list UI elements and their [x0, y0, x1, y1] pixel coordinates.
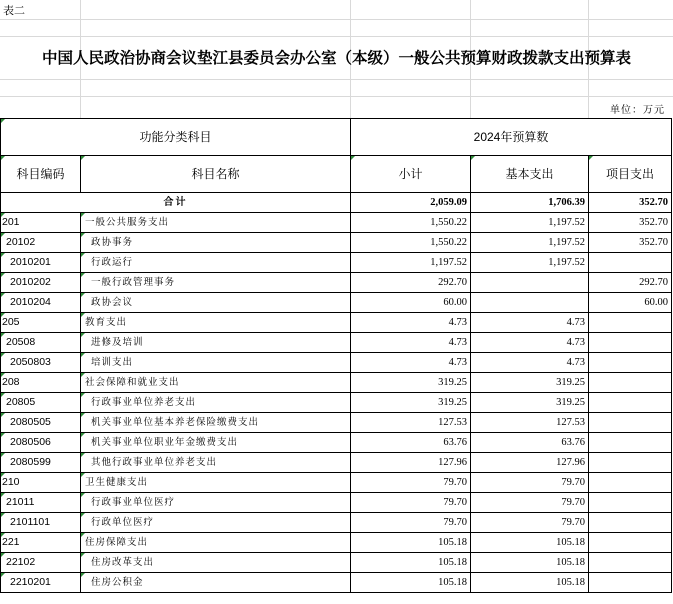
- total-row: [1, 193, 672, 213]
- name-cell[interactable]: 其他行政事业单位养老支出: [81, 453, 351, 473]
- project-cell[interactable]: 352.70: [589, 233, 672, 253]
- basic-cell[interactable]: 63.76: [471, 433, 589, 453]
- project-cell[interactable]: [589, 253, 672, 273]
- code-cell[interactable]: 2010204: [1, 293, 81, 313]
- name-cell[interactable]: 政协事务: [81, 233, 351, 253]
- basic-cell[interactable]: [471, 293, 589, 313]
- code-cell[interactable]: 2010202: [1, 273, 81, 293]
- basic-cell[interactable]: 105.18: [471, 533, 589, 553]
- basic-cell[interactable]: 4.73: [471, 353, 589, 373]
- project-cell[interactable]: [589, 473, 672, 493]
- subtotal-cell[interactable]: 79.70: [351, 513, 471, 533]
- name-cell[interactable]: 住房公积金: [81, 573, 351, 593]
- document-title: 中国人民政治协商会议垫江县委员会办公室（本级）一般公共预算财政拨款支出预算表: [41, 49, 631, 67]
- header-code[interactable]: 科目编码: [1, 156, 81, 193]
- header-functional-classification[interactable]: 功能分类科目: [1, 119, 351, 156]
- header-name[interactable]: 科目名称: [81, 156, 351, 193]
- subtotal-cell[interactable]: 1,550.22: [351, 233, 471, 253]
- name-cell[interactable]: 机关事业单位职业年金缴费支出: [81, 433, 351, 453]
- name-cell[interactable]: 社会保障和就业支出: [81, 373, 351, 393]
- name-cell[interactable]: 机关事业单位基本养老保险缴费支出: [81, 413, 351, 433]
- basic-cell[interactable]: 79.70: [471, 473, 589, 493]
- subtotal-cell[interactable]: 105.18: [351, 533, 471, 553]
- project-cell[interactable]: [589, 393, 672, 413]
- name-cell[interactable]: 住房改革支出: [81, 553, 351, 573]
- basic-cell[interactable]: 79.70: [471, 513, 589, 533]
- project-cell[interactable]: [589, 433, 672, 453]
- subtotal-cell[interactable]: 319.25: [351, 393, 471, 413]
- unit-label: 单位：万元: [610, 105, 665, 116]
- subtotal-cell[interactable]: 105.18: [351, 573, 471, 593]
- basic-cell[interactable]: 127.96: [471, 453, 589, 473]
- name-cell[interactable]: 行政单位医疗: [81, 513, 351, 533]
- basic-cell[interactable]: 105.18: [471, 553, 589, 573]
- project-cell[interactable]: 60.00: [589, 293, 672, 313]
- subtotal-cell[interactable]: 319.25: [351, 373, 471, 393]
- basic-cell[interactable]: 1,197.52: [471, 253, 589, 273]
- header-budget-year[interactable]: 2024年预算数: [351, 119, 672, 156]
- code-cell[interactable]: 205: [1, 313, 81, 333]
- name-cell[interactable]: 卫生健康支出: [81, 473, 351, 493]
- basic-cell[interactable]: 319.25: [471, 373, 589, 393]
- subtotal-cell[interactable]: 127.96: [351, 453, 471, 473]
- code-cell[interactable]: 22102: [1, 553, 81, 573]
- code-cell[interactable]: 20805: [1, 393, 81, 413]
- table-row: [1, 293, 672, 313]
- sheet-label: 表二: [3, 4, 25, 17]
- table-row: [1, 313, 672, 333]
- basic-cell[interactable]: 4.73: [471, 313, 589, 333]
- basic-cell[interactable]: [471, 273, 589, 293]
- code-cell[interactable]: 208: [1, 373, 81, 393]
- table-row: [1, 353, 672, 373]
- table-row: [1, 213, 672, 233]
- name-cell[interactable]: 行政运行: [81, 253, 351, 273]
- basic-cell[interactable]: 4.73: [471, 333, 589, 353]
- subtotal-cell[interactable]: 1,197.52: [351, 253, 471, 273]
- code-cell[interactable]: 20508: [1, 333, 81, 353]
- project-cell[interactable]: [589, 513, 672, 533]
- project-cell[interactable]: [589, 533, 672, 553]
- project-cell[interactable]: [589, 493, 672, 513]
- total-basic[interactable]: 1,706.39: [471, 193, 589, 213]
- table-row: [1, 513, 672, 533]
- code-cell[interactable]: 210: [1, 473, 81, 493]
- subtotal-cell[interactable]: 60.00: [351, 293, 471, 313]
- project-cell[interactable]: [589, 333, 672, 353]
- code-cell[interactable]: 2050803: [1, 353, 81, 373]
- project-cell[interactable]: 352.70: [589, 213, 672, 233]
- name-cell[interactable]: 一般公共服务支出: [81, 213, 351, 233]
- code-cell[interactable]: 21011: [1, 493, 81, 513]
- basic-cell[interactable]: 127.53: [471, 413, 589, 433]
- subtotal-cell[interactable]: 4.73: [351, 353, 471, 373]
- basic-cell[interactable]: 105.18: [471, 573, 589, 593]
- code-cell[interactable]: 2101101: [1, 513, 81, 533]
- project-cell[interactable]: [589, 313, 672, 333]
- total-label[interactable]: 合计: [1, 193, 351, 213]
- table-row: [1, 453, 672, 473]
- project-cell[interactable]: [589, 573, 672, 593]
- name-cell[interactable]: 一般行政管理事务: [81, 273, 351, 293]
- subtotal-cell[interactable]: 4.73: [351, 333, 471, 353]
- table-row: [1, 413, 672, 433]
- table-row: [1, 433, 672, 453]
- table-row: [1, 233, 672, 253]
- table-row: [1, 553, 672, 573]
- name-cell[interactable]: 住房保障支出: [81, 533, 351, 553]
- code-cell[interactable]: 221: [1, 533, 81, 553]
- basic-cell[interactable]: 79.70: [471, 493, 589, 513]
- name-cell[interactable]: 行政事业单位医疗: [81, 493, 351, 513]
- subtotal-cell[interactable]: 79.70: [351, 493, 471, 513]
- subtotal-cell[interactable]: 63.76: [351, 433, 471, 453]
- table-row: [1, 373, 672, 393]
- project-cell[interactable]: 292.70: [589, 273, 672, 293]
- budget-table: [0, 118, 672, 593]
- name-cell[interactable]: 行政事业单位养老支出: [81, 393, 351, 413]
- total-project[interactable]: 352.70: [589, 193, 672, 213]
- subtotal-cell[interactable]: 292.70: [351, 273, 471, 293]
- name-cell[interactable]: 培训支出: [81, 353, 351, 373]
- name-cell[interactable]: 进修及培训: [81, 333, 351, 353]
- subtotal-cell[interactable]: 4.73: [351, 313, 471, 333]
- header-basic[interactable]: 基本支出: [471, 156, 589, 193]
- subtotal-cell[interactable]: 105.18: [351, 553, 471, 573]
- name-cell[interactable]: 政协会议: [81, 293, 351, 313]
- name-cell[interactable]: 教育支出: [81, 313, 351, 333]
- project-cell[interactable]: [589, 413, 672, 433]
- project-cell[interactable]: [589, 353, 672, 373]
- subtotal-cell[interactable]: 79.70: [351, 473, 471, 493]
- table-row: [1, 393, 672, 413]
- header-row-group: [1, 119, 672, 156]
- code-cell[interactable]: 2210201: [1, 573, 81, 593]
- basic-cell[interactable]: 1,197.52: [471, 233, 589, 253]
- code-cell[interactable]: 2080599: [1, 453, 81, 473]
- code-cell[interactable]: 201: [1, 213, 81, 233]
- basic-cell[interactable]: 319.25: [471, 393, 589, 413]
- table-row: [1, 273, 672, 293]
- header-subtotal[interactable]: 小计: [351, 156, 471, 193]
- code-cell[interactable]: 2080505: [1, 413, 81, 433]
- project-cell[interactable]: [589, 373, 672, 393]
- header-project[interactable]: 项目支出: [589, 156, 672, 193]
- table-row: [1, 533, 672, 553]
- table-row: [1, 473, 672, 493]
- project-cell[interactable]: [589, 453, 672, 473]
- code-cell[interactable]: 2010201: [1, 253, 81, 273]
- project-cell[interactable]: [589, 553, 672, 573]
- table-row: [1, 573, 672, 593]
- code-cell[interactable]: 2080506: [1, 433, 81, 453]
- header-row-columns: [1, 156, 672, 193]
- total-subtotal[interactable]: 2,059.09: [351, 193, 471, 213]
- table-row: [1, 493, 672, 513]
- basic-cell[interactable]: 1,197.52: [471, 213, 589, 233]
- code-cell[interactable]: 20102: [1, 233, 81, 253]
- subtotal-cell[interactable]: 127.53: [351, 413, 471, 433]
- subtotal-cell[interactable]: 1,550.22: [351, 213, 471, 233]
- table-row: [1, 253, 672, 273]
- table-row: [1, 333, 672, 353]
